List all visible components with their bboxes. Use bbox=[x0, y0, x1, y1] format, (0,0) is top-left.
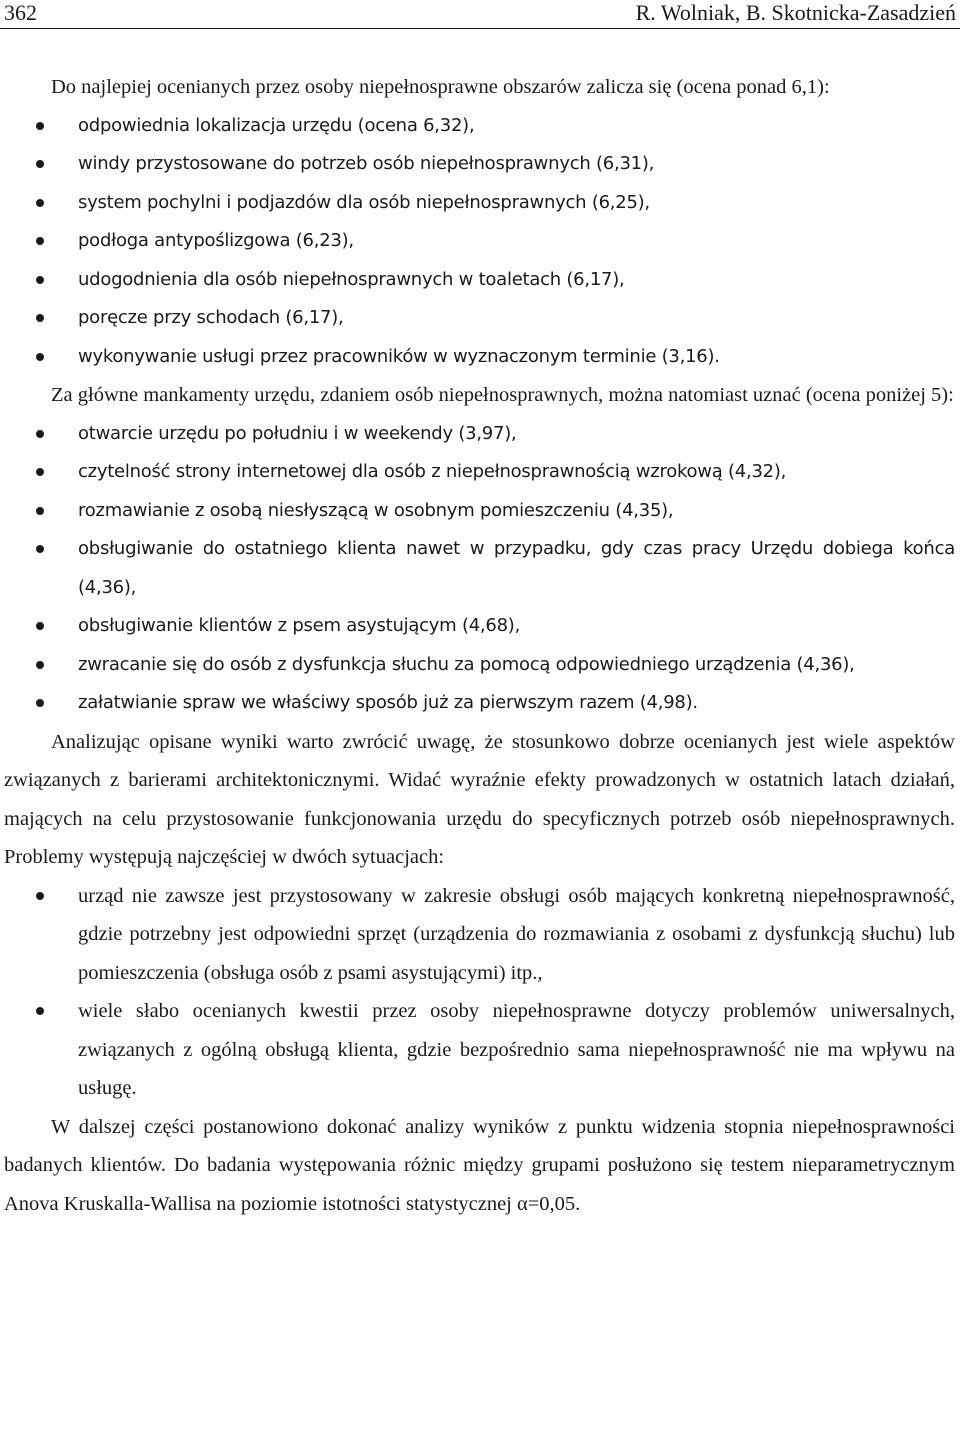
paragraph-best-intro: Do najlepiej ocenianych przez osoby niepełnosprawne obszarów zalicza się (ocena ponad 6,1): bbox=[51, 76, 830, 98]
paragraph-method: W dalszej części postanowiono dokonać analizy wyników z punktu widzenia stopnia niepełnosprawności badanych klientów. Do badania występowania różnic między grupami posłużono się testem nieparametrycznym Anova Kruskalla-Wallisa na poziomie istotności statystycznej α=0,05. bbox=[4, 1115, 955, 1215]
list-item: podłoga antypoślizgowa (6,23), bbox=[4, 222, 955, 261]
page-number: 362 bbox=[4, 0, 37, 25]
list-item: poręcze przy schodach (6,17), bbox=[4, 299, 955, 338]
list-item: otwarcie urzędu po południu i w weekendy (3,97), bbox=[4, 415, 955, 454]
problem-list bbox=[4, 877, 955, 1108]
list-item: windy przystosowane do potrzeb osób niepełnosprawnych (6,31), bbox=[4, 145, 955, 184]
worst-rated-list bbox=[4, 415, 955, 723]
list-item: obsługiwanie do ostatniego klienta nawet w przypadku, gdy czas pracy Urzędu dobiega końca (4,36), bbox=[4, 530, 955, 607]
list-item: system pochylni i podjazdów dla osób niepełnosprawnych (6,25), bbox=[4, 184, 955, 223]
list-item: rozmawianie z osobą niesłyszącą w osobnym pomieszczeniu (4,35), bbox=[4, 492, 955, 531]
list-item: załatwianie spraw we właściwy sposób już za pierwszym razem (4,98). bbox=[4, 684, 955, 723]
best-rated-list bbox=[4, 107, 955, 377]
page-header bbox=[0, 0, 960, 29]
list-item: wykonywanie usługi przez pracowników w wyznaczonym terminie (3,16). bbox=[4, 338, 955, 377]
list-item: czytelność strony internetowej dla osób z niepełnosprawnością wzrokową (4,32), bbox=[4, 453, 955, 492]
list-item: odpowiednia lokalizacja urzędu (ocena 6,32), bbox=[4, 107, 955, 146]
list-item: obsługiwanie klientów z psem asystującym (4,68), bbox=[4, 607, 955, 646]
list-item: wiele słabo ocenianych kwestii przez osoby niepełnosprawne dotyczy problemów uniwersalnych, związanych z ogólną obsługą klienta, gdzie bezpośrednio sama niepełnosprawność nie ma wpływu na usługę. bbox=[4, 992, 955, 1108]
page-body bbox=[4, 68, 955, 1223]
list-item: udogodnienia dla osób niepełnosprawnych w toaletach (6,17), bbox=[4, 261, 955, 300]
running-head: R. Wolniak, B. Skotnicka-Zasadzień bbox=[635, 0, 956, 25]
paragraph-analysis: Analizując opisane wyniki warto zwrócić uwagę, że stosunkowo dobrze ocenianych jest wiele aspektów związanych z barierami architektonicznymi. Widać wyraźnie efekty prowadzonych w ostatnich latach działań, mających na celu przystosowanie funkcjonowania urzędu do specyficznych potrzeb osób niepełnosprawnych. Problemy występują najczęściej w dwóch sytuacjach: bbox=[4, 730, 955, 868]
paragraph-worst-intro: Za główne mankamenty urzędu, zdaniem osób niepełnosprawnych, można natomiast uznać (ocena poniżej 5): bbox=[51, 384, 954, 406]
list-item: urząd nie zawsze jest przystosowany w zakresie obsługi osób mających konkretną niepełnosprawność, gdzie potrzebny jest odpowiedni sprzęt (urządzenia do rozmawiania z osobami z dysfunkcją słuchu) lub pomieszczenia (obsługa osób z psami asystującymi) itp., bbox=[4, 877, 955, 993]
list-item: zwracanie się do osób z dysfunkcja słuchu za pomocą odpowiedniego urządzenia (4,36), bbox=[4, 646, 955, 685]
